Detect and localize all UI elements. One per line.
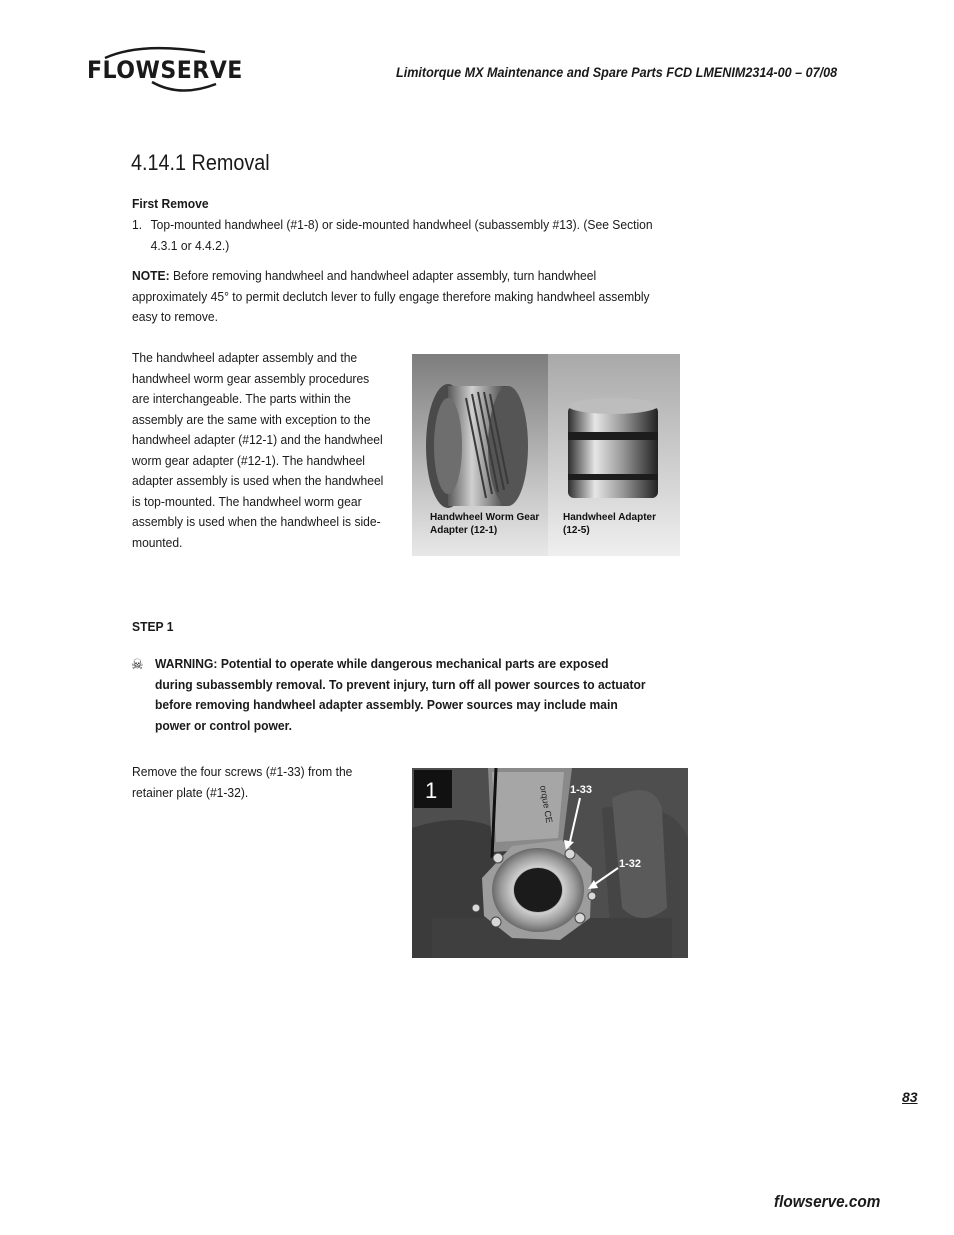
flowserve-logo: FLOWSERVE	[87, 56, 243, 84]
subheading: First Remove	[132, 196, 209, 211]
warning-text: WARNING: Potential to operate while dangerous mechanical parts are exposed during subassembly removal. To prevent injury, turn off all power sources to actuator before removing handwheel adapter assembly. Power sources may include main power or control power.	[155, 656, 646, 733]
document-header-title: Limitorque MX Maintenance and Spare Parts FCD LMENIM2314-00 – 07/08	[396, 64, 838, 80]
label-retainer-plate: 1-32	[619, 858, 642, 870]
list-item	[132, 215, 662, 256]
figure-caption-right-line1: Handwheel Adapter	[563, 512, 656, 523]
skull-crossbones-icon: ☠	[131, 656, 144, 672]
figure-caption-left-line2: Adapter (12-1)	[430, 525, 498, 536]
footer-url: flowserve.com	[774, 1192, 881, 1211]
note-label: NOTE:	[132, 268, 170, 283]
handwheel-adapter-image	[568, 398, 658, 498]
label-screws: 1-33	[570, 784, 593, 796]
page-number: 83	[902, 1089, 918, 1105]
figure-number: 1	[425, 778, 438, 803]
note-text: Before removing handwheel and handwheel adapter assembly, turn handwheel approximately 45° to permit declutch lever to fully engage therefore making handwheel assembly easy to remove.	[132, 268, 650, 324]
step-instruction: Remove the four screws (#1-33) from the retainer plate (#1-32).	[132, 764, 353, 800]
note-paragraph	[132, 266, 662, 328]
list-item-text: Top-mounted handwheel (#1-8) or side-mounted handwheel (subassembly #13). (See Section 4.3.1 or 4.4.2.)	[150, 217, 653, 253]
list-item-number: 1.	[132, 217, 143, 232]
logo-arc-bottom	[150, 78, 220, 96]
figure-caption-right-line2: (12-5)	[563, 525, 590, 536]
adapter-photo	[412, 354, 680, 556]
worm-gear-adapter-image	[426, 384, 528, 508]
actuator-photo	[412, 768, 688, 958]
figure-caption-left-line1: Handwheel Worm Gear	[430, 512, 540, 523]
section-title: 4.14.1 Removal	[131, 150, 270, 175]
step-heading: STEP 1	[132, 619, 174, 634]
description-paragraph: The handwheel adapter assembly and the handwheel worm gear assembly procedures are interchangeable. The parts within the assembly are the same with exception to the handwheel adapter (#12-1) and the handwheel worm gear adapter (#12-1). The handwheel adapter assembly is used when the handwheel is top-mounted. The handwheel worm gear assembly is used when the handwheel is side-mounted.	[132, 350, 384, 550]
nameplate-text: orque CE	[538, 784, 555, 824]
